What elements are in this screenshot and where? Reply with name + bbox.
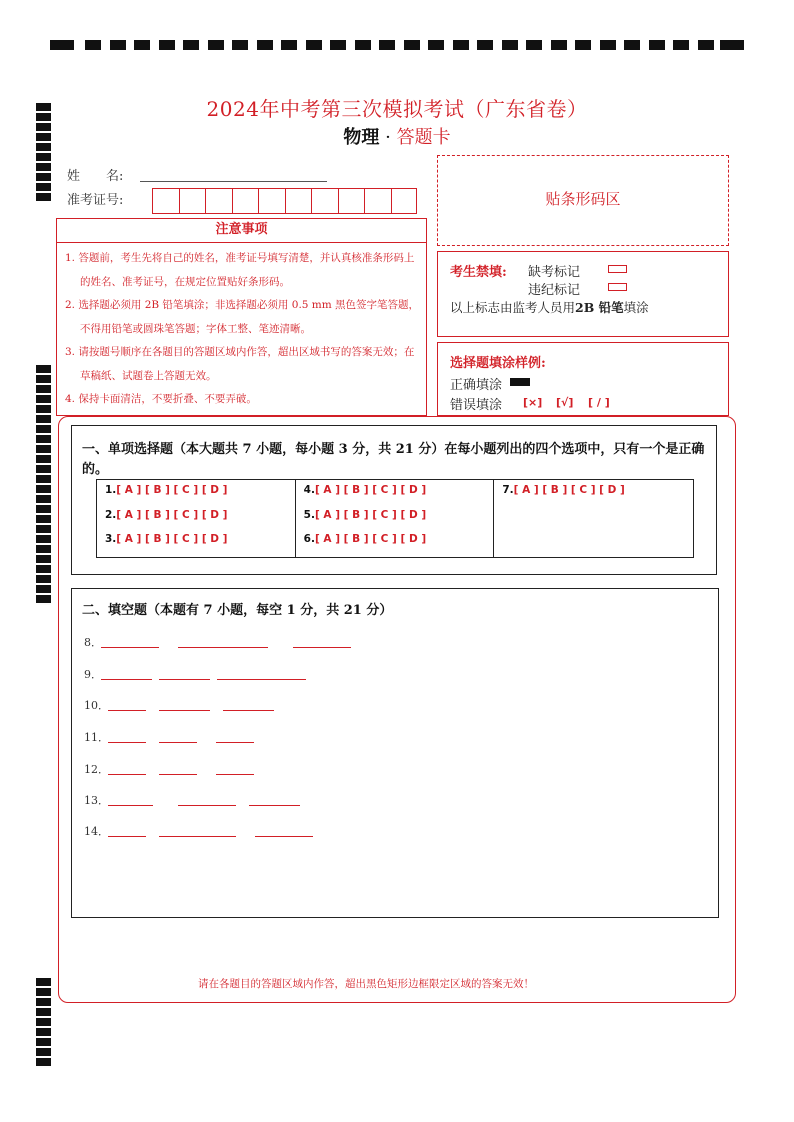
- timing-mark: [404, 40, 420, 50]
- exam-id-digit-box[interactable]: [205, 188, 232, 214]
- timing-mark: [36, 485, 51, 493]
- timing-mark: [36, 988, 51, 996]
- choice-question[interactable]: [105, 509, 295, 534]
- timing-mark: [36, 978, 51, 986]
- question-number: 6.: [303, 533, 315, 545]
- timing-mark: [36, 173, 51, 181]
- notice-item: 1. 答题前，考生先将自己的姓名，准考证号填写清楚，并认真核准条形码上的姓名、准考证号，在规定位置贴好条形码。: [65, 252, 415, 288]
- timing-mark: [575, 40, 591, 50]
- answer-blank[interactable]: [159, 836, 236, 837]
- exam-id-label: 准考证号:: [67, 193, 124, 208]
- answer-blank[interactable]: [216, 742, 254, 743]
- answer-blank[interactable]: [108, 742, 146, 743]
- correct-fill-sample: [510, 378, 530, 386]
- timing-mark: [502, 40, 518, 50]
- violation-mark-label: 违纪标记: [528, 283, 581, 298]
- timing-mark: [36, 495, 51, 503]
- notice-item: 4. 保持卡面清洁，不要折叠、不要弄破。: [65, 393, 257, 405]
- timing-mark: [110, 40, 126, 50]
- answer-options[interactable]: [ A ] [ B ] [ C ] [ D ]: [116, 508, 228, 521]
- answer-options[interactable]: [ A ] [ B ] [ C ] [ D ]: [314, 533, 427, 545]
- answer-blank[interactable]: [159, 679, 210, 680]
- question-number: 3.: [105, 533, 117, 545]
- examiner-only-box: [437, 251, 729, 337]
- timing-mark: [159, 40, 175, 50]
- timing-mark: [379, 40, 395, 50]
- timing-mark: [134, 40, 150, 50]
- timing-mark: [183, 40, 199, 50]
- answer-blank[interactable]: [249, 805, 300, 806]
- timing-mark: [36, 153, 51, 161]
- footer-note: 请在各题目的答题区域内作答，超出黑色矩形边框限定区域的答案无效！: [198, 978, 534, 990]
- name-field[interactable]: [140, 181, 327, 182]
- answer-options[interactable]: [ A ] [ B ] [ C ] [ D ]: [513, 484, 625, 496]
- timing-mark: [36, 385, 51, 393]
- timing-mark: [36, 545, 51, 553]
- question-number: 2.: [105, 508, 117, 521]
- answer-blank[interactable]: [223, 710, 274, 711]
- timing-mark: [36, 193, 51, 201]
- subtitle-dot: ·: [385, 127, 391, 148]
- page-subtitle: [0, 123, 794, 149]
- choice-question[interactable]: [304, 484, 494, 509]
- timing-mark: [36, 475, 51, 483]
- timing-mark: [624, 40, 640, 50]
- timing-mark: [36, 405, 51, 413]
- wrong-fill-sample: [√]: [556, 396, 574, 409]
- notice-title: 注意事项: [57, 219, 426, 243]
- answer-blank[interactable]: [293, 647, 351, 648]
- question-number: 1.: [105, 484, 117, 496]
- exam-id-digit-box[interactable]: [258, 188, 285, 214]
- timing-mark: [306, 40, 322, 50]
- timing-mark: [257, 40, 273, 50]
- answer-blank[interactable]: [178, 647, 268, 648]
- timing-mark: [36, 1038, 51, 1046]
- answer-blank[interactable]: [159, 774, 197, 775]
- timing-mark: [36, 415, 51, 423]
- timing-mark: [649, 40, 665, 50]
- subject-label: 物理: [343, 127, 380, 148]
- question-number: 4.: [303, 484, 315, 496]
- timing-mark: [36, 445, 51, 453]
- timing-mark: [428, 40, 444, 50]
- choice-question[interactable]: [304, 509, 494, 534]
- timing-mark: [208, 40, 224, 50]
- timing-mark: [36, 435, 51, 443]
- answer-blank[interactable]: [108, 774, 146, 775]
- timing-mark: [281, 40, 297, 50]
- timing-mark: [36, 1008, 51, 1016]
- question-number: 8．: [84, 636, 102, 649]
- choice-question[interactable]: [105, 484, 295, 509]
- answer-options[interactable]: [ A ] [ B ] [ C ] [ D ]: [314, 484, 427, 496]
- timing-mark: [36, 1048, 51, 1056]
- timing-mark: [36, 575, 51, 583]
- examiner-note: [450, 298, 649, 316]
- exam-id-digit-box[interactable]: [179, 188, 206, 214]
- timing-mark: [36, 425, 51, 433]
- timing-mark: [36, 163, 51, 171]
- answer-blank[interactable]: [216, 774, 254, 775]
- timing-mark: [36, 455, 51, 463]
- answer-blank[interactable]: [255, 836, 313, 837]
- exam-id-digit-box[interactable]: [152, 188, 179, 214]
- timing-mark: [36, 375, 51, 383]
- timing-mark: [330, 40, 346, 50]
- exam-id-boxes[interactable]: [152, 188, 417, 214]
- notice-item: 3. 请按题号顺序在各题目的答题区域内作答，超出区域书写的答案无效；在草稿纸、试题卷上答题无效。: [65, 346, 415, 382]
- timing-mark: [36, 395, 51, 403]
- timing-mark: [36, 595, 51, 603]
- timing-mark: [36, 365, 51, 373]
- timing-mark: [526, 40, 542, 50]
- exam-id-digit-box[interactable]: [364, 188, 391, 214]
- answer-blank[interactable]: [108, 836, 146, 837]
- timing-mark: [36, 1028, 51, 1036]
- timing-mark: [36, 183, 51, 191]
- exam-id-digit-box[interactable]: [232, 188, 259, 214]
- question-number: 14．: [84, 825, 109, 838]
- choice-grid: [96, 479, 694, 558]
- timing-mark: [36, 505, 51, 513]
- answer-options[interactable]: [ A ] [ B ] [ C ] [ D ]: [116, 484, 228, 496]
- examiner-only-title: 考生禁填:: [450, 265, 507, 280]
- question-number: 10．: [84, 699, 109, 712]
- question-number: 9．: [84, 668, 102, 681]
- timing-mark: [36, 1058, 51, 1066]
- timing-mark: [232, 40, 248, 50]
- examiner-note-bold: 2B 铅笔: [575, 300, 624, 315]
- answer-blank[interactable]: [108, 805, 153, 806]
- timing-mark: [85, 40, 101, 50]
- choice-column: [494, 480, 693, 557]
- answer-blank[interactable]: [101, 647, 159, 648]
- exam-id-digit-box[interactable]: [311, 188, 338, 214]
- exam-id-digit-box[interactable]: [391, 188, 418, 214]
- multiple-choice-title: 一、单项选择题（本大题共 7 小题，每小题 3 分，共 21 分）在每小题列出的四个选项中，只有一个是正确的。: [82, 442, 705, 477]
- multiple-choice-section: [71, 425, 717, 575]
- page-title: 2024年中考第三次模拟考试（广东省卷）: [206, 97, 588, 121]
- choice-column: [97, 480, 296, 557]
- answer-blank[interactable]: [178, 805, 236, 806]
- question-number: 5.: [303, 508, 315, 521]
- notice-box: [56, 218, 427, 416]
- question-number: 7.: [502, 484, 514, 496]
- answer-blank[interactable]: [217, 679, 306, 680]
- exam-id-digit-box[interactable]: [285, 188, 312, 214]
- question-number: 13．: [84, 794, 109, 807]
- name-label: 姓 名:: [67, 169, 124, 184]
- timing-mark: [36, 1018, 51, 1026]
- timing-mark: [36, 535, 51, 543]
- choice-question[interactable]: [502, 484, 693, 509]
- timing-mark: [36, 585, 51, 593]
- timing-mark: [698, 40, 714, 50]
- wrong-fill-sample: [ / ]: [588, 396, 610, 409]
- choice-question[interactable]: [105, 533, 295, 558]
- timing-mark: [36, 998, 51, 1006]
- timing-mark: [36, 555, 51, 563]
- exam-id-digit-box[interactable]: [338, 188, 365, 214]
- correct-fill-label: 正确填涂: [450, 378, 503, 393]
- timing-mark: [355, 40, 371, 50]
- timing-mark: [453, 40, 469, 50]
- absent-mark-label: 缺考标记: [528, 265, 581, 280]
- timing-mark: [36, 515, 51, 523]
- choice-column: [296, 480, 495, 557]
- timing-mark: [477, 40, 493, 50]
- question-number: 12．: [84, 763, 109, 776]
- violation-mark-box[interactable]: [608, 283, 627, 291]
- examiner-note-suffix: 填涂: [623, 300, 649, 315]
- fill-sample-title: 选择题填涂样例:: [450, 356, 546, 371]
- fill-in-title: 二、填空题（本题有 7 小题，每空 1 分，共 21 分）: [82, 603, 393, 618]
- timing-mark: [36, 525, 51, 533]
- examiner-note-prefix: 以上标志由监考人员用: [450, 300, 576, 315]
- wrong-fill-label: 错误填涂: [450, 398, 503, 413]
- alignment-mark: [720, 40, 744, 50]
- fill-in-section: [71, 588, 719, 918]
- barcode-area[interactable]: 贴条形码区: [437, 155, 729, 246]
- answer-options[interactable]: [ A ] [ B ] [ C ] [ D ]: [116, 533, 228, 545]
- absent-mark-box[interactable]: [608, 265, 627, 273]
- answer-blank[interactable]: [108, 710, 146, 711]
- question-number: 11．: [84, 731, 109, 744]
- notice-item: 2. 选择题必须用 2B 铅笔填涂；非选择题必须用 0.5 mm 黑色签字笔答题，不得用铅笔或圆珠笔答题；字体工整、笔迹清晰。: [65, 299, 420, 335]
- timing-mark: [36, 565, 51, 573]
- notice-list: [57, 243, 426, 412]
- timing-mark: [551, 40, 567, 50]
- timing-mark: [673, 40, 689, 50]
- wrong-fill-sample: [×]: [523, 396, 543, 409]
- answer-card-label: 答题卡: [396, 127, 451, 148]
- answer-blank[interactable]: [159, 710, 210, 711]
- fill-sample-box: [437, 342, 729, 416]
- answer-blank[interactable]: [159, 742, 197, 743]
- choice-question[interactable]: [304, 533, 494, 558]
- timing-mark: [36, 465, 51, 473]
- alignment-mark: [50, 40, 74, 50]
- answer-options[interactable]: [ A ] [ B ] [ C ] [ D ]: [314, 508, 427, 521]
- timing-mark: [600, 40, 616, 50]
- answer-blank[interactable]: [101, 679, 152, 680]
